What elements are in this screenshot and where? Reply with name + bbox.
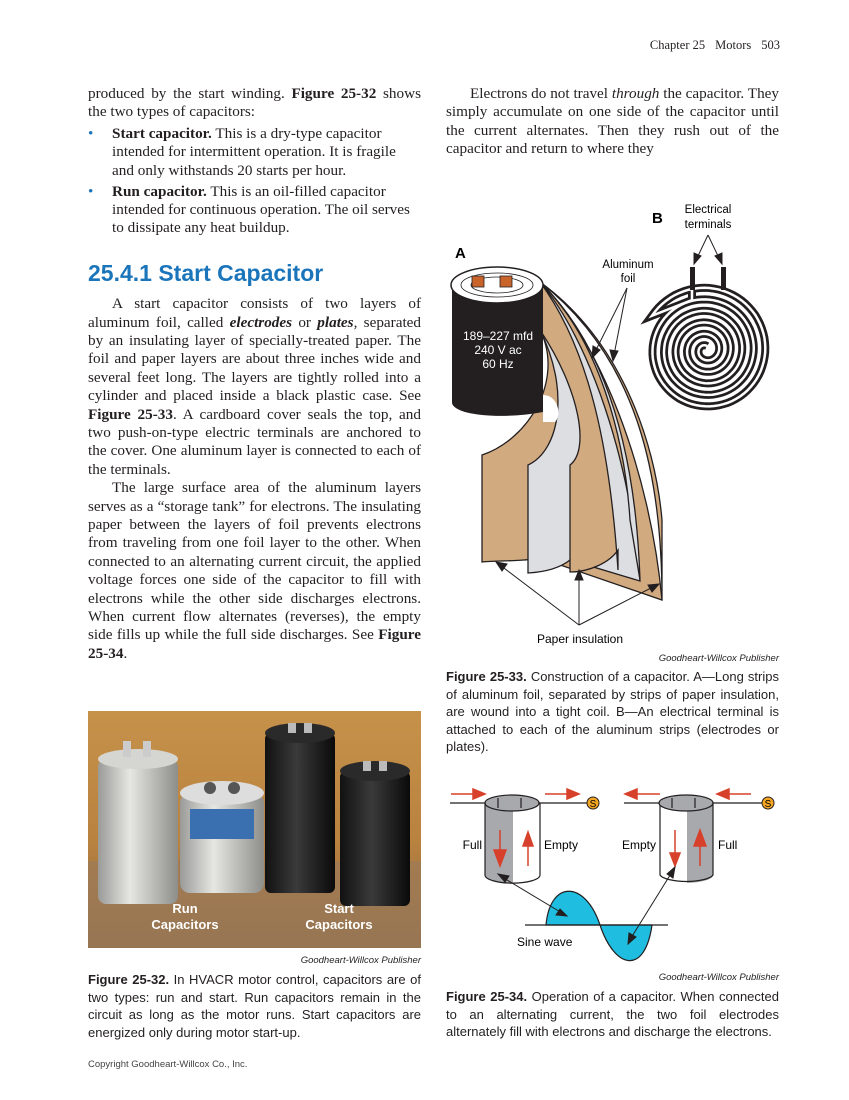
text: . A cardboard cover seals the top, and two push-on-type electric terminals are anchored to the cover. One aluminum layer is connected to each of the terminals. [88, 405, 421, 478]
full-label: Full [718, 838, 738, 852]
label-a: A [455, 245, 466, 262]
figure-caption [446, 668, 779, 756]
figure-number: Figure 25-33. [446, 669, 527, 684]
chapter-label: Chapter 25 [649, 38, 706, 52]
chapter-title: Motors [715, 38, 752, 52]
copyright: Copyright Goodheart-Willcox Co., Inc. [88, 1059, 248, 1070]
run-capacitor-round [98, 741, 178, 904]
text: A start capacitor consists of two layers of aluminum foil, called [88, 295, 421, 331]
bullet-term: Start capacitor. [112, 124, 212, 142]
spiral-winding [652, 267, 765, 406]
paper-insulation-label: Paper insulation [536, 632, 624, 646]
section-heading: 25.4.1 Start Capacitor [88, 259, 324, 286]
text: , separated by an insulating layer of specially-treated paper. The foil and paper layers are about three inches wide and several feet long. The layers are tightly rolled into a cylinder and placed inside a black plastic case. See [88, 313, 422, 405]
switch-label: S [764, 799, 772, 810]
figure-number: Figure 25-32. [88, 972, 170, 987]
text: or [292, 313, 318, 331]
label-b: B [652, 210, 663, 227]
bullet-term: Run capacitor. [112, 182, 207, 200]
run-label: Run [172, 901, 198, 916]
bullet-run-capacitor [88, 183, 421, 238]
term: electrodes [229, 313, 293, 331]
text: . [123, 644, 128, 662]
paragraph [446, 85, 779, 159]
caption-text: In HVACR motor control, capacitors are of two types: run and start. Run capacitors remain in the circuit as long as the motor runs. Start capacitors are energized only during motor start-up. [88, 972, 421, 1040]
running-header [640, 38, 780, 53]
aluminum-foil-label: Aluminum [602, 259, 654, 271]
run-label: Capacitors [151, 917, 219, 932]
bullet-icon: • [88, 182, 94, 200]
capacitor-operation-diagram [440, 770, 785, 970]
bullet-text: This is an oil-filled capacitor intended for continuous operation. The oil serves to dissipate any heat buildup. [112, 182, 410, 237]
caption-text: Operation of a capacitor. When connected to an alternating current, the two foil electrodes alternately fill with electrons and discharge the electrons. [446, 989, 779, 1040]
empty-label: Empty [544, 838, 579, 852]
figure-ref: Figure 25-33 [88, 405, 173, 423]
bullet-start-capacitor [88, 125, 421, 180]
emphasis: through [611, 85, 660, 102]
figure-number: Figure 25-34. [446, 989, 528, 1004]
figure-ref: Figure 25-34 [88, 626, 421, 662]
electrical-terminals-label: terminals [684, 219, 732, 231]
page-number: 503 [761, 38, 780, 52]
capacitor-construction-diagram [440, 190, 785, 650]
figure-ref: Figure 25-32 [291, 85, 377, 102]
start-capacitor-short [340, 761, 410, 906]
text: the capacitor. They simply accumulate on one side of the capacitor until the current alternates. Then they rush out of the capacitor and return to where they [446, 85, 779, 158]
sine-wave [525, 891, 668, 960]
rating-text: 60 Hz [482, 357, 514, 371]
start-label: Capacitors [305, 917, 373, 932]
figure-caption [446, 988, 779, 1041]
switch-label: S [589, 799, 597, 810]
start-label: Start [324, 901, 354, 916]
figure-caption [88, 971, 421, 1041]
terminal-icon [472, 276, 484, 287]
photo-credit: Goodheart-Willcox Publisher [300, 955, 421, 966]
figure-credit: Goodheart-Willcox Publisher [658, 653, 779, 664]
electrical-terminals-label: Electrical [684, 204, 732, 216]
term: plates [317, 313, 354, 331]
rating-text: 189–227 mfd [462, 329, 534, 343]
capacitor-can [451, 267, 558, 422]
paragraph [88, 479, 421, 663]
intro-paragraph [88, 85, 421, 122]
full-label: Full [462, 838, 482, 852]
terminal-icon [721, 267, 726, 290]
aluminum-foil-label: foil [620, 273, 636, 285]
terminal-icon [500, 276, 512, 287]
run-capacitor-oval [180, 781, 264, 893]
right-column [446, 85, 779, 159]
left-column [88, 85, 421, 663]
sine-wave-label: Sine wave [517, 935, 573, 949]
bullet-icon: • [88, 124, 94, 142]
rating-text: 240 V ac [474, 343, 522, 357]
caption-text: Construction of a capacitor. A—Long strips of aluminum foil, separated by strips of paper insulation, are wound into a tight coil. B—An electrical terminal is attached to each of the aluminum strips (electrodes or plates). [446, 669, 779, 755]
terminal-icon [690, 267, 695, 290]
bullet-text: This is a dry-type capacitor intended for intermittent operation. It is fragile and only withstands 20 starts per hour. [112, 124, 396, 179]
capacitor-photo [88, 711, 421, 948]
text: shows the two types of capacitors: [88, 85, 421, 121]
text: produced by the start winding. [88, 85, 292, 102]
empty-label: Empty [621, 838, 656, 852]
figure-credit: Goodheart-Willcox Publisher [658, 972, 779, 983]
text: Electrons do not travel [470, 85, 612, 102]
start-capacitor-tall [265, 723, 335, 893]
text: The large surface area of the aluminum layers serves as a “storage tank” for electrons. The insulating paper between the layers of foil prevents electrons from traveling from one foil layer to the other. When connected to an alternating current circuit, the applied voltage forces one side of the capacitor to fill with electrons while the other side discharges electrons. When current flow alternates (reverses), the empty side fills up while the full side discharges. See [88, 479, 421, 644]
paragraph [88, 295, 421, 479]
